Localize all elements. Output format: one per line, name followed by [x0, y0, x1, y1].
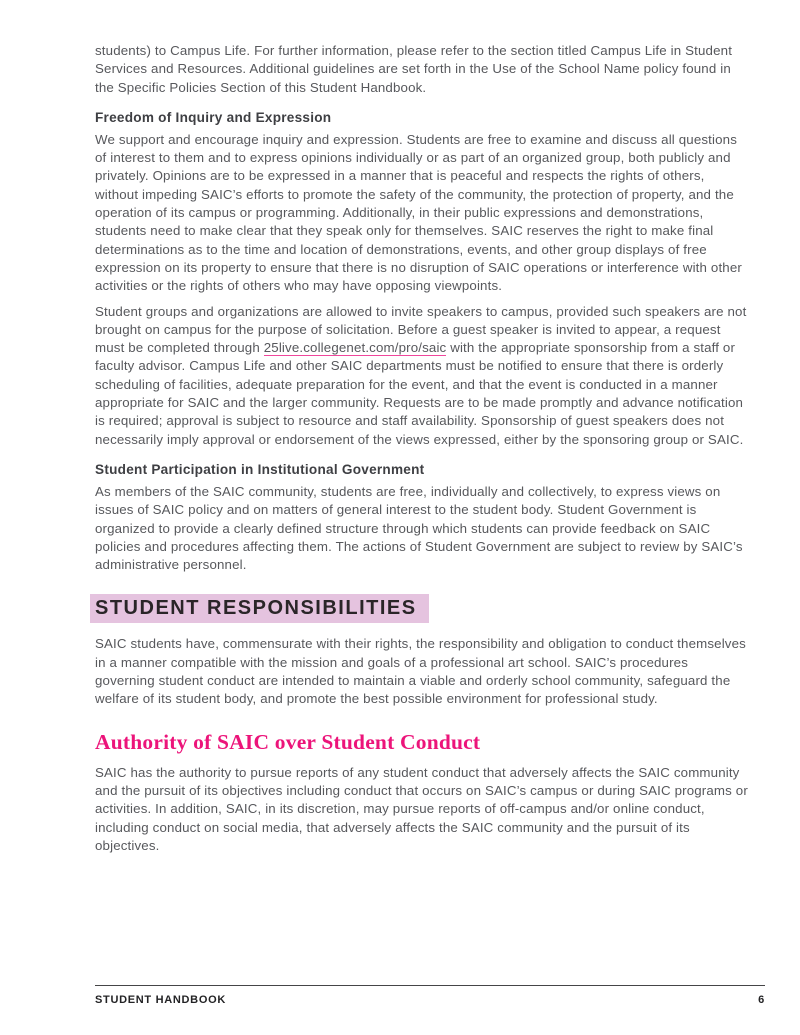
speakers-text-after: with the appropriate sponsorship from a staff or faculty advisor. Campus Life and other SAIC departments must be notified to ensure that there is orderly scheduling of facilities, adequate preparation for the event, and that the event is conducted in a manner appropriate for SAIC and the larger community. Requests are to be made promptly and advance notification is required; approval is subject to resource and staff availability. Sponsorship of guest speakers does not necessarily imply approval or endorsement of the views expressed, either by the sponsoring group or SAIC.	[95, 340, 744, 447]
section-heading-student-responsibilities: STUDENT RESPONSIBILITIES	[90, 594, 429, 623]
page-content	[95, 42, 751, 862]
subsection-heading-authority: Authority of SAIC over Student Conduct	[95, 729, 481, 754]
section-heading-wrap	[95, 594, 751, 623]
footer-divider	[95, 985, 765, 986]
authority-paragraph: SAIC has the authority to pursue reports of any student conduct that adversely affects the SAIC community and the pursuit of its objectives including conduct that occurs on SAIC’s campus or during SAIC programs or activities. In addition, SAIC, in its discretion, may pursue reports of off-campus and/or online conduct, including conduct on social media, that adversely affects the SAIC community and the pursuit of its objectives.	[95, 764, 748, 853]
speakers-paragraph	[95, 303, 751, 449]
freedom-paragraph: We support and encourage inquiry and expression. Students are free to examine and discuss all questions of interest to them and to express opinions individually or as part of an organized group, both publicly and privately. Opinions are to be expressed in a manner that is peaceful and respects the rights of others, without impeding SAIC’s efforts to promote the safety of the community, the protection of property, and the operation of its campus or programming. Additionally, in their public expressions and demonstrations, students need to make clear that they speak only for themselves. SAIC reserves the right to make final determinations as to the time and location of demonstrations, events, and other group displays of free expression on its property to ensure that there is no disruption of SAIC operations or interference with other activities or the rights of others who may have opposing viewpoints.	[95, 131, 742, 294]
intro-paragraph: students) to Campus Life. For further information, please refer to the section titled Campus Life in Student Services and Resources. Additional guidelines are set forth in the Use of the School Name policy found in the Specific Policies Section of this Student Handbook.	[95, 43, 733, 95]
subsection-heading-participation: Student Participation in Institutional Government	[95, 461, 425, 477]
speaker-request-link[interactable]: 25live.collegenet.com/pro/saic	[263, 340, 447, 356]
footer-handbook-label: STUDENT HANDBOOK	[95, 994, 226, 1006]
speakers-text-before: Student groups and organizations are allowed to invite speakers to campus, provided such speakers are not brought on campus for the purpose of solicitation. Before a guest speaker is invited to appear, a request must be completed through	[95, 303, 747, 356]
footer-page-number: 6	[758, 994, 765, 1006]
subsection-heading-freedom: Freedom of Inquiry and Expression	[95, 109, 332, 125]
page-footer	[95, 994, 765, 1006]
participation-paragraph: As members of the SAIC community, students are free, individually and collectively, to express views on issues of SAIC policy and on matters of general interest to the student body. Student Government is organized to provide a clearly defined structure through which students can provide feedback on SAIC policies and procedures affecting them. The actions of Student Government are subject to review by SAIC’s administrative personnel.	[95, 483, 743, 573]
responsibilities-paragraph: SAIC students have, commensurate with their rights, the responsibility and obligation to conduct themselves in a manner compatible with the mission and goals of a professional art school. SAIC’s procedures governing student conduct are intended to maintain a viable and orderly school community, safeguard the welfare of its student body, and promote the best possible environment for professional study.	[95, 636, 746, 707]
